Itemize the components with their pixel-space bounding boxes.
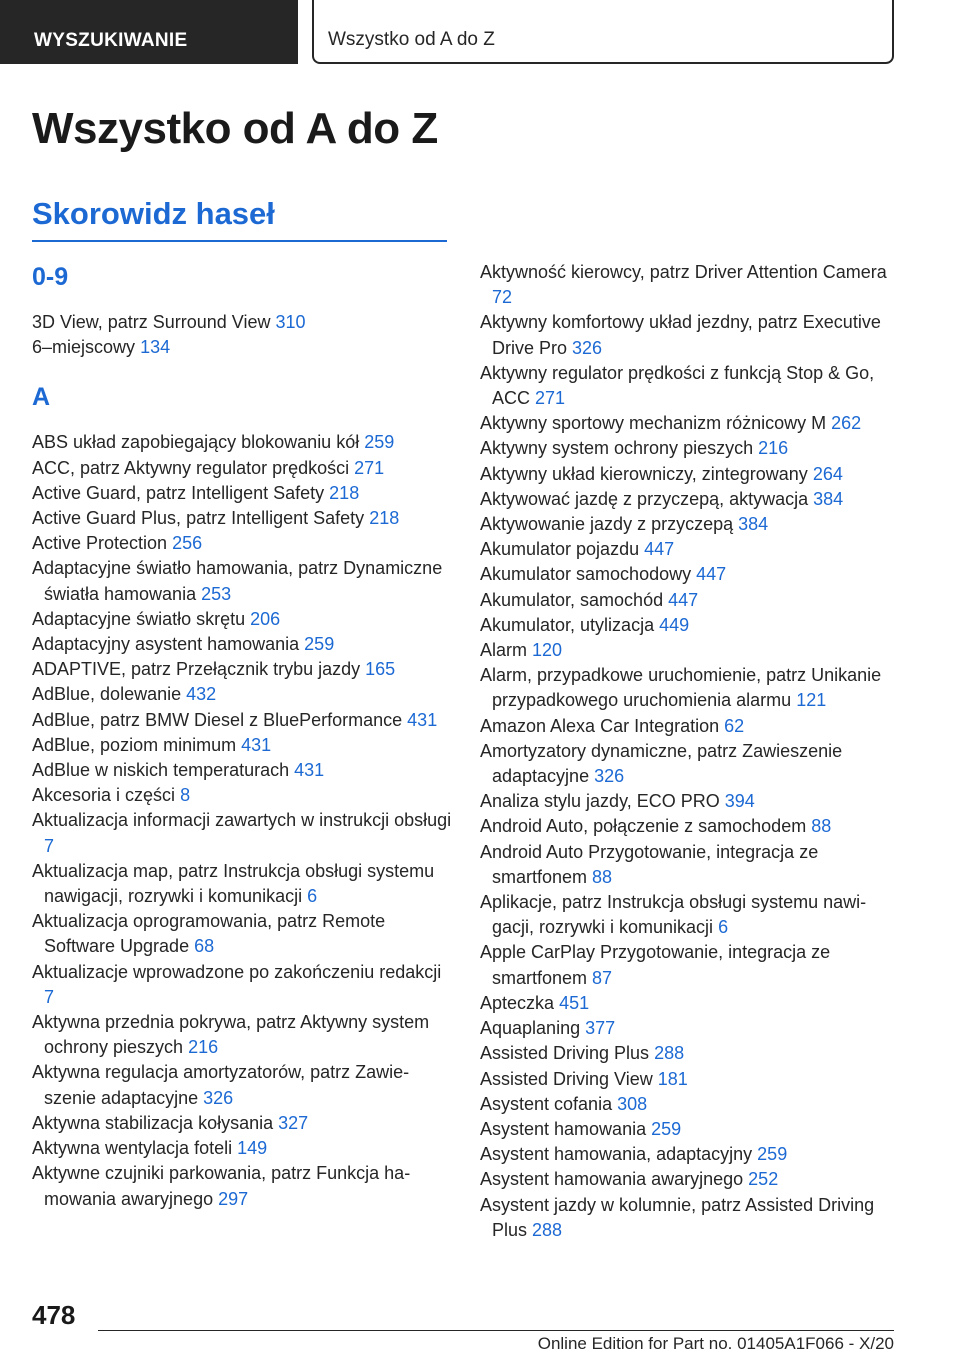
index-entry[interactable] — [480, 1041, 900, 1066]
index-entry-page-link[interactable]: 218 — [329, 482, 360, 503]
index-entry-page-link[interactable]: 297 — [218, 1188, 249, 1209]
index-entry-page-link[interactable]: 87 — [592, 967, 613, 988]
index-entry[interactable] — [32, 1161, 452, 1211]
index-entry-page-link[interactable]: 88 — [592, 866, 613, 887]
index-entry[interactable] — [480, 1067, 900, 1092]
index-entry-text: Aktywowanie jazdy z przyczepą — [480, 514, 734, 535]
index-entry[interactable] — [480, 436, 900, 461]
header-bar — [0, 0, 960, 66]
footer-divider — [98, 1330, 894, 1331]
index-entry[interactable] — [480, 663, 900, 713]
index-entry-text: Aktywna stabilizacja kołysania — [32, 1112, 274, 1133]
page-title: Wszystko od A do Z — [32, 104, 438, 153]
index-entry-text: AdBlue, patrz BMW Diesel z BluePerformance — [32, 709, 403, 730]
index-entry[interactable] — [32, 430, 452, 455]
index-entry-page-link[interactable]: 271 — [354, 457, 385, 478]
index-entry-text: ACC, patrz Aktywny regulator prędkości — [32, 457, 350, 478]
subtitle-divider — [32, 240, 447, 242]
index-entry[interactable] — [32, 335, 452, 360]
index-entry-page-link[interactable]: 181 — [657, 1068, 688, 1089]
index-entry-page-link[interactable]: 394 — [724, 791, 755, 812]
index-entry-text: Aktywna regulacja amortyzatorów, patrz Zawieszenie adaptacyjne — [32, 1062, 410, 1108]
index-entry[interactable] — [480, 1092, 900, 1117]
index-entry[interactable] — [32, 556, 452, 606]
index-letter-heading: 0-9 — [32, 263, 69, 291]
index-entry[interactable] — [32, 481, 452, 506]
index-entry-text: Aktywny układ kierowniczy, zintegrowany — [480, 463, 808, 484]
index-entry[interactable] — [32, 657, 452, 682]
index-entry[interactable] — [480, 814, 900, 839]
index-entry-page-link[interactable]: 120 — [532, 640, 563, 661]
index-entry-text: Akumulator, samochód — [480, 589, 664, 610]
index-entry-page-link[interactable]: 310 — [275, 312, 306, 332]
index-entry-text: Active Protection — [32, 533, 168, 554]
index-entry-page-link[interactable]: 253 — [201, 583, 232, 604]
index-entry-page-link[interactable]: 377 — [585, 1018, 616, 1039]
index-entry-page-link[interactable]: 165 — [365, 659, 396, 680]
index-entry[interactable] — [480, 638, 900, 663]
index-entry-page-link[interactable]: 447 — [644, 539, 675, 560]
index-entry-text: Aktualizacje wprowadzone po zakończeniu redakcji — [32, 961, 442, 982]
index-entry-page-link[interactable]: 288 — [532, 1219, 563, 1240]
index-entry-text: AdBlue, dolewanie — [32, 684, 182, 705]
index-entry[interactable] — [480, 361, 900, 411]
index-entry-page-link[interactable]: 259 — [304, 634, 335, 655]
index-entry[interactable] — [32, 607, 452, 632]
index-entry-text: Aktywne czujniki parkowania, patrz Funkcja hamowania awaryjnego — [32, 1163, 411, 1209]
index-entry-text: 3D View, patrz Surround View — [32, 312, 271, 332]
index-entry[interactable] — [480, 789, 900, 814]
index-column-left — [32, 258, 452, 1212]
index-entry-text: AdBlue w niskich temperaturach — [32, 760, 290, 781]
index-entry[interactable] — [32, 310, 452, 335]
index-entry-text: 6–miejscowy — [32, 337, 136, 358]
index-entry-text: Assisted Driving View — [480, 1068, 653, 1089]
index-entry[interactable] — [32, 783, 452, 808]
index-entry[interactable] — [480, 1016, 900, 1041]
index-entry-page-link[interactable]: 264 — [812, 463, 843, 484]
index-entry-text: Alarm — [480, 640, 528, 661]
index-entry[interactable] — [32, 1111, 452, 1136]
index-entry[interactable] — [480, 411, 900, 436]
index-entry[interactable] — [32, 733, 452, 758]
index-entry-page-link[interactable]: 7 — [44, 986, 55, 1007]
index-entry[interactable] — [480, 1117, 900, 1142]
index-entry-page-link[interactable]: 218 — [369, 508, 400, 529]
index-entry-page-link[interactable]: 206 — [250, 608, 281, 629]
index-entry-text: Adaptacyjne światło hamowania, patrz Dynamiczne światła hamowania — [32, 558, 443, 604]
index-entry[interactable] — [480, 1167, 900, 1192]
index-entry-page-link[interactable]: 88 — [811, 816, 832, 837]
index-entry-page-link[interactable]: 8 — [180, 785, 191, 806]
index-entry-text: Aplikacje, patrz Instrukcja obsługi systemu nawigacji, rozrywki i komunikacji — [480, 892, 867, 938]
index-entry[interactable] — [480, 613, 900, 638]
index-entry[interactable] — [32, 682, 452, 707]
index-entry-text: Apteczka — [480, 992, 555, 1013]
section-subtitle: Skorowidz haseł — [32, 196, 275, 231]
index-entry-page-link[interactable]: 6 — [718, 917, 729, 938]
index-entry-page-link[interactable]: 451 — [559, 992, 590, 1013]
index-entry-text: Asystent hamowania awaryjnego — [480, 1169, 744, 1190]
index-entry-text: Active Guard, patrz Intelligent Safety — [32, 482, 325, 503]
index-entry[interactable] — [480, 840, 900, 890]
index-entry[interactable] — [32, 808, 452, 858]
index-entry[interactable] — [480, 739, 900, 789]
index-entry-text: Aquaplaning — [480, 1018, 581, 1039]
index-entry[interactable] — [32, 859, 452, 909]
index-entry-page-link[interactable]: 259 — [757, 1144, 788, 1165]
index-entry-text: Aktywny system ochrony pieszych — [480, 438, 754, 459]
index-entry-page-link[interactable]: 62 — [724, 715, 745, 736]
index-entry[interactable] — [480, 462, 900, 487]
tab-search[interactable]: WYSZUKIWANIE — [0, 0, 298, 64]
index-entry[interactable] — [32, 632, 452, 657]
index-letter-heading: A — [32, 383, 51, 412]
index-entry-text: Alarm, przypadkowe uruchomienie, patrz Unikanie przypadkowego uruchomienia alarmu — [480, 665, 882, 711]
index-entry-page-link[interactable]: 308 — [617, 1093, 648, 1114]
index-entry-page-link[interactable]: 6 — [307, 886, 318, 907]
index-entry-text: Aktualizacja oprogramowania, patrz Remote Software Upgrade — [32, 911, 386, 957]
index-entry[interactable] — [32, 1010, 452, 1060]
index-entry[interactable] — [480, 260, 900, 310]
index-entry-text: Akcesoria i części — [32, 785, 176, 806]
index-entry-page-link[interactable]: 384 — [813, 488, 844, 509]
index-entry-page-link[interactable]: 252 — [748, 1169, 779, 1190]
index-entry[interactable] — [480, 940, 900, 990]
index-entry-text: Active Guard Plus, patrz Intelligent Safety — [32, 508, 365, 529]
index-entry[interactable] — [32, 1136, 452, 1161]
index-entry-text: Aktywować jazdę z przyczepą, aktywacja — [480, 488, 809, 509]
index-entry[interactable] — [32, 758, 452, 783]
index-column-right — [480, 260, 900, 1243]
index-entry-text: Adaptacyjne światło skrętu — [32, 608, 246, 629]
tab-a-to-z[interactable]: Wszystko od A do Z — [312, 0, 894, 64]
index-entry-text: Aktywny sportowy mechanizm różnicowy M — [480, 413, 827, 434]
index-entry-page-link[interactable]: 431 — [294, 760, 325, 781]
edition-note: Online Edition for Part no. 01405A1F066 - X/20 — [537, 1334, 894, 1353]
index-entry[interactable] — [32, 506, 452, 531]
index-entry[interactable] — [480, 310, 900, 360]
index-entry-text: Aktualizacja map, patrz Instrukcja obsługi systemu nawigacji, rozrywki i komunikacji — [32, 860, 435, 907]
index-entry-page-link[interactable]: 259 — [364, 432, 395, 453]
index-entry-text: Android Auto Przygotowanie, integracja ze smartfonem — [480, 841, 819, 887]
index-entry-text: Asystent hamowania — [480, 1118, 647, 1139]
index-entry-text: Aktywny komfortowy układ jezdny, patrz Executive Drive Pro — [480, 312, 881, 358]
index-entry-page-link[interactable]: 384 — [738, 514, 769, 535]
index-entry-text: Akumulator pojazdu — [480, 539, 640, 560]
index-entry[interactable] — [32, 456, 452, 481]
index-entry-text: Aktywna przednia pokrywa, patrz Aktywny system ochrony pieszych — [32, 1012, 430, 1058]
index-entry-page-link[interactable]: 72 — [492, 287, 513, 308]
index-entry-page-link[interactable]: 326 — [203, 1087, 234, 1108]
index-entry-page-link[interactable]: 149 — [237, 1138, 268, 1159]
index-entry-text: ABS układ zapobiegający blokowaniu kół — [32, 432, 360, 453]
index-entry-page-link[interactable]: 262 — [831, 413, 862, 434]
index-entry-text: Aktualizacja informacji zawartych w instrukcji obsługi — [32, 810, 452, 831]
index-entry[interactable] — [32, 531, 452, 556]
index-entry-page-link[interactable]: 271 — [535, 388, 566, 409]
index-entry-page-link[interactable]: 449 — [659, 614, 690, 635]
index-entry-page-link[interactable]: 121 — [796, 690, 827, 711]
index-entry-text: Amortyzatory dynamiczne, patrz Zawieszenie adaptacyjne — [480, 740, 843, 787]
index-entry-text: Asystent jazdy w kolumnie, patrz Assisted Driving Plus — [480, 1194, 875, 1240]
index-entry-text: Aktywny regulator prędkości z funkcją Stop & Go, ACC — [480, 362, 875, 409]
index-entry-page-link[interactable]: 326 — [594, 766, 625, 787]
index-entry-page-link[interactable]: 431 — [241, 734, 272, 755]
index-entry-page-link[interactable]: 327 — [278, 1112, 309, 1133]
index-entry-text: Analiza stylu jazdy, ECO PRO — [480, 791, 720, 812]
index-entry-text: Adaptacyjny asystent hamowania — [32, 634, 300, 655]
index-entry-page-link[interactable]: 7 — [44, 835, 55, 856]
index-entry[interactable] — [480, 1193, 900, 1243]
index-entry-text: Akumulator samochodowy — [480, 564, 692, 585]
index-entry-page-link[interactable]: 259 — [651, 1118, 682, 1139]
index-entry-page-link[interactable]: 134 — [140, 337, 171, 358]
index-entry-page-link[interactable]: 326 — [572, 337, 603, 358]
index-entry-text: Asystent hamowania, adaptacyjny — [480, 1144, 753, 1165]
index-entry[interactable] — [32, 960, 452, 1010]
index-entry-page-link[interactable]: 432 — [186, 684, 217, 705]
index-entry[interactable] — [480, 512, 900, 537]
index-entry[interactable] — [480, 588, 900, 613]
index-entry-page-link[interactable]: 216 — [758, 438, 789, 459]
index-entry-page-link[interactable]: 447 — [696, 564, 727, 585]
index-entry[interactable] — [32, 1060, 452, 1110]
index-entry-text: Asystent cofania — [480, 1093, 613, 1114]
index-entry-page-link[interactable]: 68 — [194, 936, 215, 957]
page-number: 478 — [32, 1300, 76, 1330]
index-entry[interactable] — [480, 991, 900, 1016]
index-entry[interactable] — [480, 714, 900, 739]
index-entry-text: Assisted Driving Plus — [480, 1043, 650, 1064]
index-entry-page-link[interactable]: 216 — [188, 1037, 219, 1058]
index-entry-text: Akumulator, utylizacja — [480, 614, 655, 635]
index-entry[interactable] — [32, 909, 452, 959]
index-entry-page-link[interactable]: 431 — [407, 709, 438, 730]
index-entry[interactable] — [480, 562, 900, 587]
index-entry-page-link[interactable]: 447 — [668, 589, 699, 610]
index-entry-text: Aktywna wentylacja foteli — [32, 1138, 233, 1159]
index-entry-text: Android Auto, połączenie z samochodem — [480, 816, 807, 837]
index-entry[interactable] — [480, 890, 900, 940]
index-entry-text: ADAPTIVE, patrz Przełącznik trybu jazdy — [32, 659, 361, 680]
index-entry-text: AdBlue, poziom minimum — [32, 734, 237, 755]
index-entry-text: Apple CarPlay Przygotowanie, integracja ze smartfonem — [480, 942, 831, 988]
index-entry-text: Aktywność kierowcy, patrz Driver Attention Camera — [480, 262, 887, 282]
index-entry[interactable] — [480, 537, 900, 562]
index-entry[interactable] — [32, 708, 452, 733]
index-entry[interactable] — [480, 487, 900, 512]
index-entry-page-link[interactable]: 256 — [172, 533, 203, 554]
index-entry-page-link[interactable]: 288 — [654, 1043, 685, 1064]
index-entry[interactable] — [480, 1142, 900, 1167]
index-entry-text: Amazon Alexa Car Integration — [480, 715, 720, 736]
